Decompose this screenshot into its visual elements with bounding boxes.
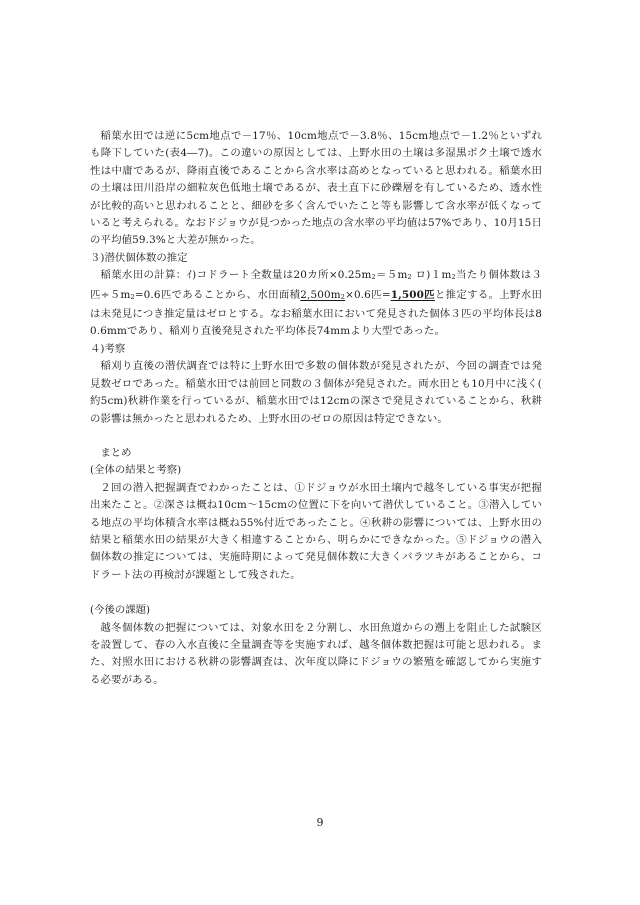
subscript: 2 [130, 292, 135, 301]
section-heading-discussion: ４)考察 [90, 342, 126, 355]
superscript: 2 [371, 273, 376, 282]
calc-text: ×0.6匹= [345, 288, 391, 301]
paragraph-future-tasks: 越冬個体数の把握については、対象水田を２分割し、水田魚道からの遡上を阻止した試験区を設置して、春の入水直後に全量調査等を実施すれば、越冬個体数把握は可能と思われる。また、対照水田における秋耕の影響調査は、次年度以降にドジョウの繁殖を確認してから実施する必要がある。 [90, 621, 542, 686]
calc-text: ロ)１m [415, 269, 452, 282]
subscript: 2 [407, 273, 412, 282]
field-area-value: $2,500m_2$ [300, 288, 346, 301]
summary-subtitle: (全体の結果と考察) [90, 464, 182, 477]
summary-title: まとめ [100, 446, 132, 459]
calc-text: 当たり個体数は３匹÷５m [90, 269, 543, 301]
calc-text: と推定する。上野水田は未発見につき推定量はゼロとする。なお稲葉水田において発見された個体３匹の平均体長は80.6mmであり、稲刈り直後発見された平均体長74mmより大型であった。 [90, 288, 542, 338]
paragraph-summary: ２回の潜入把握調査でわかったことは、①ドジョウが水田土壌内で越冬している事実が把握出来たこと。②深さは概ね10cm～15cmの位置に下を向いて潜伏していること。③潜入している地点の平均体積含水率は概ね55%付近であったこと。④秋耕の影響については、上野水田の結果と稲葉水田の結果が大きく相違することから、明らかにできなかった。⑤ドジョウの潜入個体数の推定については、実施時期によって発見個体数に大きくバラツキがあることから、コドラート法の再検討が課題として残された。 [90, 481, 542, 581]
page-number: 9 [316, 816, 324, 829]
subscript: 2 [451, 273, 456, 282]
paragraph-soil-moisture: 稲葉水田では逆に5cm地点で－17％、10cm地点で－3.8％、15cm地点で－1.2％といずれも降下していた(表4―7)。この違いの原因としては、上野水田の土壌は多湿黒ボク土壌で透水性は中庸であるが、降雨直後であることから含水率は高めとなっていると思われる。稲葉水田の土壌は田川沿岸の細粒灰色低地土壌であるが、表土直下に砂礫層を有しているため、透水性が比較的高いと思われることと、細砂を多く含んでいたこと等も影響して含水率が低くなっていると考えられる。なおドジョウが見つかった地点の含水率の平均値は57%であり、10月15日の平均値59.3%と大差が無かった。 [90, 130, 542, 247]
document-body [90, 128, 542, 689]
section-heading-estimation: ３)潜伏個体数の推定 [90, 251, 188, 264]
estimated-count: 1,500匹 [390, 288, 435, 301]
calc-text: 稲葉水田の計算：ｲ)コドラート全数量は20カ所×0.25m [100, 269, 372, 282]
future-tasks-title: (今後の課題) [90, 604, 151, 617]
paragraph-estimation [90, 267, 542, 341]
paragraph-discussion: 稲刈り直後の潜伏調査では特に上野水田で多数の個体数が発見されたが、今回の調査では発見数ゼロであった。稲葉水田では前回と同数の３個体が発見された。両水田とも10月中に浅く(約5cm)秋耕作業を行っているが、稲葉水田では12cmの深さで発見されていることから、秋耕の影響は無かったと思われるため、上野水田のゼロの原因は特定できない。 [90, 360, 542, 425]
calc-text: =0.6匹であることから、水田面積 [134, 288, 301, 301]
calc-text: ＝５m [375, 269, 408, 282]
